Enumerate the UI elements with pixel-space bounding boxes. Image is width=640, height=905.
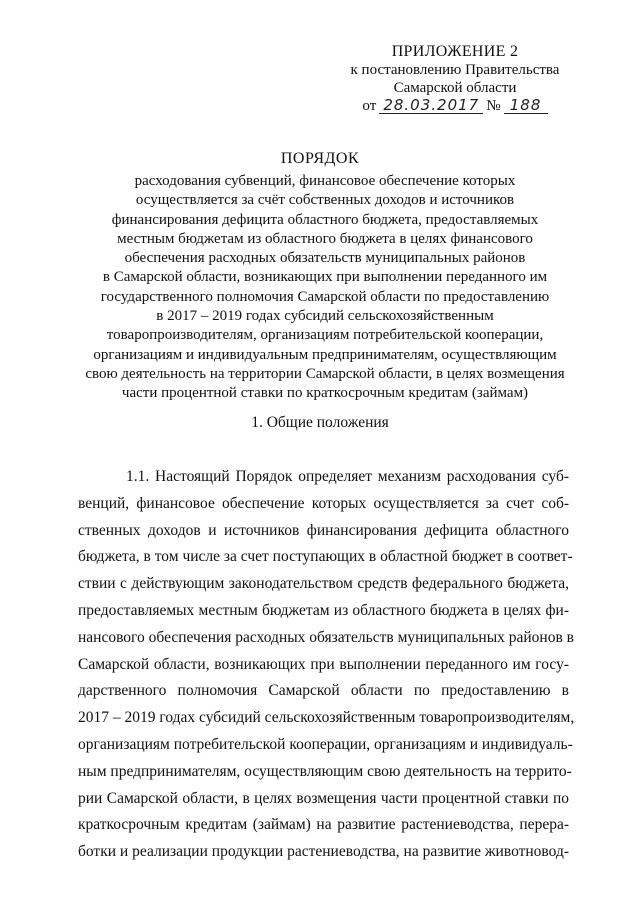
section-heading: 1. Общие положения (251, 414, 389, 431)
paragraph-line: Самарской области, возникающих при выполнении переданного им госу- (78, 655, 569, 673)
order-line: товаропроизводителям, организациям потребительской кооперации, (106, 327, 544, 344)
handwritten-number: 188 (504, 97, 548, 114)
order-line: в Самарской области, возникающих при выполнении переданного им (102, 269, 548, 286)
paragraph-line: ствии с действующим законодательством средств федерального бюджета, (78, 575, 569, 593)
paragraph-line: организациям потребительской кооперации, организациям и индивидуаль- (78, 735, 573, 753)
order-line: обеспечения расходных обязательств муниципальных районов (124, 250, 526, 267)
paragraph-line: краткосрочным кредитам (займам) на развитие растениеводства, перера- (78, 816, 569, 834)
appendix-date-line (330, 97, 580, 115)
paragraph-line: ботки и реализации продукции растениеводства, на развитие животновод- (78, 843, 569, 861)
order-line: в 2017 – 2019 годах субсидий сельскохозяйственным (156, 308, 494, 325)
order-subtitle (80, 172, 570, 404)
paragraph-line: венций, финансовое обеспечение которых осуществляется за счет соб- (78, 494, 569, 512)
appendix-line-1: к постановлению Правительства (350, 62, 560, 78)
order-title: ПОРЯДОК (280, 150, 360, 167)
number-sign: № (486, 98, 501, 114)
handwritten-date: 28.03.2017 (379, 97, 483, 114)
order-line: расходования субвенций, финансовое обеспечение которых (134, 173, 516, 189)
appendix-title: ПРИЛОЖЕНИЕ 2 (391, 43, 519, 60)
order-line: местным бюджетам из областного бюджета в целях финансового (117, 230, 533, 247)
paragraph-line: 1.1. Настоящий Порядок определяет механизм расходования суб- (126, 468, 569, 485)
paragraph-line: дарственного полномочия Самарской области по предоставлению в (78, 682, 569, 700)
order-line: осуществляется за счёт собственных доходов и источников (135, 192, 515, 209)
order-line: части процентной ставки по краткосрочным кредитам (займам) (121, 385, 529, 402)
order-line: финансирования дефицита областного бюджета, предоставляемых (111, 211, 539, 228)
paragraph-line: предоставляемых местным бюджетам из областного бюджета в целях фи- (78, 601, 569, 619)
body-paragraph (78, 464, 575, 866)
order-line: государственного полномочия Самарской области по предоставлению (100, 288, 550, 305)
paragraph-line: ным предпринимателям, осуществляющим свою деятельность на террито- (78, 762, 572, 780)
paragraph-line: рии Самарской области, в целях возмещения части процентной ставки по (78, 789, 569, 807)
appendix-block (330, 43, 580, 115)
paragraph-line: бюджета, в том числе за счет поступающих в областной бюджет в соответ- (78, 548, 573, 566)
order-line: свою деятельность на территории Самарской области, в целях возмещения (85, 365, 565, 382)
paragraph-line: ственных доходов и источников финансирования дефицита областного (78, 521, 569, 539)
paragraph-line: нансового обеспечения расходных обязательств муниципальных районов в (78, 628, 574, 646)
order-line: организациям и индивидуальным предпринимателям, осуществляющим (93, 346, 557, 363)
paragraph-line: 2017 – 2019 годах субсидий сельскохозяйственным товаропроизводителям, (78, 709, 575, 727)
date-prefix: от (362, 98, 377, 114)
appendix-line-2: Самарской области (393, 80, 517, 96)
